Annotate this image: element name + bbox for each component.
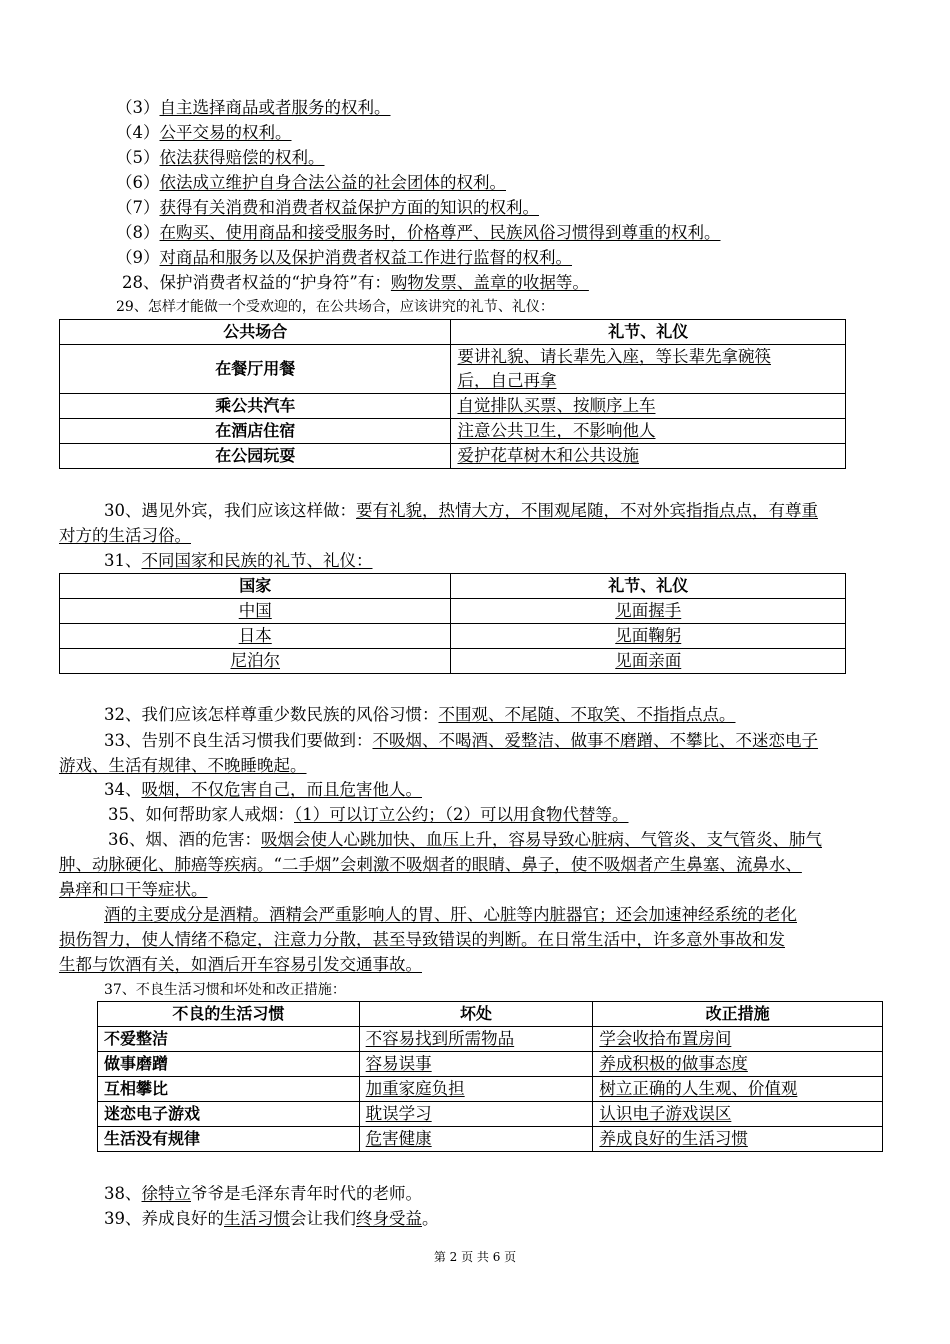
- table-header: 改正措施: [593, 1002, 883, 1027]
- etiquette-cell: 要讲礼貌、请长辈先入座，等长辈先拿碗筷: [457, 347, 771, 366]
- question-34: [104, 778, 422, 802]
- table-row: [60, 599, 846, 624]
- place-cell: 在餐厅用餐: [60, 345, 451, 394]
- question-29: 29、怎样才能做一个受欢迎的，在公共场合，应该讲究的礼节、礼仪：: [116, 299, 554, 315]
- item-number: （9）: [116, 248, 160, 267]
- item-number: （3）: [116, 98, 160, 117]
- etiquette-cell: 注意公共卫生，不影响他人: [457, 421, 656, 440]
- etiquette-cell: 自觉排队买票、按顺序上车: [457, 396, 656, 415]
- harm-cell: 容易误事: [365, 1054, 432, 1073]
- item-number: （5）: [116, 148, 160, 167]
- item-number: （7）: [116, 198, 160, 217]
- page-footer: 第 2 页 共 6 页: [433, 1250, 517, 1264]
- answer: 鼻痒和口干等症状。: [59, 880, 208, 899]
- answer: 购物发票、盖章的收据等。: [390, 273, 589, 292]
- right-item: [116, 196, 539, 220]
- item-text: 获得有关消费和消费者权益保护方面的知识的权利。: [159, 198, 539, 217]
- country-cell: 尼泊尔: [230, 651, 280, 670]
- table-header: 公共场合: [60, 320, 451, 345]
- right-item: [116, 121, 292, 145]
- item-text: 在购买、使用商品和接受服务时，价格尊严、民族风俗习惯得到尊重的权利。: [159, 223, 721, 242]
- habit-cell: 迷恋电子游戏: [98, 1102, 360, 1127]
- etiquette-cell: 爱护花草树木和公共设施: [457, 446, 639, 465]
- question-prefix: 38、: [104, 1184, 142, 1203]
- table-row: [60, 345, 846, 394]
- answer: 生活习惯: [224, 1209, 290, 1228]
- table-header: 国家: [60, 574, 451, 599]
- table-header: 坏处: [359, 1002, 593, 1027]
- table-row: [98, 1127, 883, 1152]
- answer: 生都与饮酒有关，如酒后开车容易引发交通事故。: [59, 955, 422, 974]
- answer: 吸烟会使人心跳加快、血压上升，容易导致心脏病、气管炎、支气管炎、肺气: [261, 830, 822, 849]
- question-prefix: 36、烟、酒的危害：: [108, 830, 261, 849]
- question-30-cont: [59, 524, 191, 548]
- question-38: [104, 1182, 422, 1206]
- country-cell: 中国: [238, 601, 272, 620]
- habits-table: [97, 1001, 883, 1152]
- question-prefix: 31、: [104, 551, 142, 570]
- question-39: [104, 1207, 439, 1231]
- country-cell: 日本: [238, 626, 272, 645]
- answer: 吸烟，不仅危害自己，而且危害他人。: [141, 780, 422, 799]
- question-prefix: 30、遇见外宾，我们应该这样做：: [104, 501, 356, 520]
- item-number: （8）: [116, 223, 160, 242]
- question-36-cont: [104, 903, 797, 927]
- answer: 对方的生活习俗。: [59, 526, 191, 545]
- country-etiquette-table: [59, 573, 846, 674]
- answer: 损伤智力，使人情绪不稳定，注意力分散，甚至导致错误的判断。在日常生活中，许多意外事故和发: [59, 930, 785, 949]
- answer: 游戏、生活有规律、不晚睡晚起。: [59, 756, 307, 775]
- fix-cell: 树立正确的人生观、价值观: [599, 1079, 798, 1098]
- habit-cell: 互相攀比: [98, 1077, 360, 1102]
- answer: （1）可以订立公约；（2）可以用食物代替等。: [294, 805, 629, 824]
- question-36-cont: [59, 853, 802, 877]
- question-prefix: 32、我们应该怎样尊重少数民族的风俗习惯：: [104, 705, 439, 724]
- item-text: 公平交易的权利。: [159, 123, 292, 142]
- table-row: [98, 1052, 883, 1077]
- harm-cell: 危害健康: [365, 1129, 432, 1148]
- question-37: 37、不良生活习惯和坏处和改正措施：: [104, 982, 346, 998]
- table-row: [60, 419, 846, 444]
- right-item: [116, 96, 391, 120]
- right-item: [116, 221, 721, 245]
- answer: 要有礼貌，热情大方，不围观尾随，不对外宾指指点点，有尊重: [356, 501, 818, 520]
- etiquette-cell: 见面亲面: [615, 651, 682, 670]
- habit-cell: 不爱整洁: [98, 1027, 360, 1052]
- right-item: [116, 246, 572, 270]
- question-33: [104, 729, 818, 753]
- table-row: [60, 444, 846, 469]
- etiquette-cell: 见面鞠躬: [615, 626, 682, 645]
- answer: 不吸烟、不喝酒、爱整洁、做事不磨蹭、不攀比、不迷恋电子: [372, 731, 818, 750]
- question-text: 会让我们: [290, 1209, 356, 1228]
- table-row: [60, 394, 846, 419]
- question-31: [104, 549, 373, 573]
- public-etiquette-table: [59, 319, 846, 469]
- answer: 不围观、不尾随、不取笑、不指指点点。: [438, 705, 736, 724]
- question-prefix: 39、养成良好的: [104, 1209, 224, 1228]
- question-text: 爷爷是毛泽东青年时代的老师。: [191, 1184, 422, 1203]
- table-header: 礼节、礼仪: [451, 320, 846, 345]
- answer: 酒的主要成分是酒精。酒精会严重影响人的胃、肝、心脏等内脏器官；还会加速神经系统的老化: [104, 905, 797, 924]
- question-prefix: 28、保护消费者权益的“护身符”有：: [122, 273, 391, 292]
- etiquette-cell: 后，自己再拿: [457, 371, 557, 390]
- item-text: 依法获得赔偿的权利。: [159, 148, 325, 167]
- question-prefix: 35、如何帮助家人戒烟：: [108, 805, 294, 824]
- table-header: 礼节、礼仪: [451, 574, 846, 599]
- question-32: [104, 703, 736, 727]
- answer: 终身受益: [356, 1209, 422, 1228]
- question-36-cont: [59, 928, 785, 952]
- harm-cell: 耽误学习: [365, 1104, 432, 1123]
- question-33-cont: [59, 754, 307, 778]
- answer: 徐特立: [141, 1184, 191, 1203]
- item-text: 依法成立维护自身合法公益的社会团体的权利。: [159, 173, 506, 192]
- question-28: [122, 271, 589, 295]
- harm-cell: 加重家庭负担: [365, 1079, 465, 1098]
- question-text: 。: [422, 1209, 439, 1228]
- fix-cell: 养成积极的做事态度: [599, 1054, 748, 1073]
- question-prefix: 34、: [104, 780, 142, 799]
- habit-cell: 做事磨蹭: [98, 1052, 360, 1077]
- question-36-cont: [59, 953, 422, 977]
- question-36: [108, 828, 822, 852]
- answer: 肿、动脉硬化、肺癌等疾病。“二手烟”会刺激不吸烟者的眼睛、鼻子，使不吸烟者产生鼻塞、流鼻水、: [59, 855, 802, 874]
- right-item: [116, 146, 325, 170]
- item-text: 自主选择商品或者服务的权利。: [159, 98, 391, 117]
- question-35: [108, 803, 629, 827]
- table-row: [98, 1102, 883, 1127]
- table-header: 不良的生活习惯: [98, 1002, 360, 1027]
- place-cell: 在公园玩耍: [60, 444, 451, 469]
- place-cell: 乘公共汽车: [60, 394, 451, 419]
- habit-cell: 生活没有规律: [98, 1127, 360, 1152]
- item-text: 对商品和服务以及保护消费者权益工作进行监督的权利。: [159, 248, 572, 267]
- place-cell: 在酒店住宿: [60, 419, 451, 444]
- fix-cell: 养成良好的生活习惯: [599, 1129, 748, 1148]
- question-36-cont: [59, 878, 208, 902]
- question-30: [104, 499, 818, 523]
- question-prefix: 33、告别不良生活习惯我们要做到：: [104, 731, 373, 750]
- right-item: [116, 171, 506, 195]
- etiquette-cell: 见面握手: [615, 601, 682, 620]
- item-number: （4）: [116, 123, 160, 142]
- harm-cell: 不容易找到所需物品: [365, 1029, 515, 1048]
- table-row: [60, 649, 846, 674]
- table-row: [60, 624, 846, 649]
- table-row: [98, 1077, 883, 1102]
- fix-cell: 学会收拾布置房间: [599, 1029, 732, 1048]
- fix-cell: 认识电子游戏误区: [599, 1104, 732, 1123]
- answer: 不同国家和民族的礼节、礼仪：: [141, 551, 373, 570]
- table-row: [98, 1027, 883, 1052]
- item-number: （6）: [116, 173, 160, 192]
